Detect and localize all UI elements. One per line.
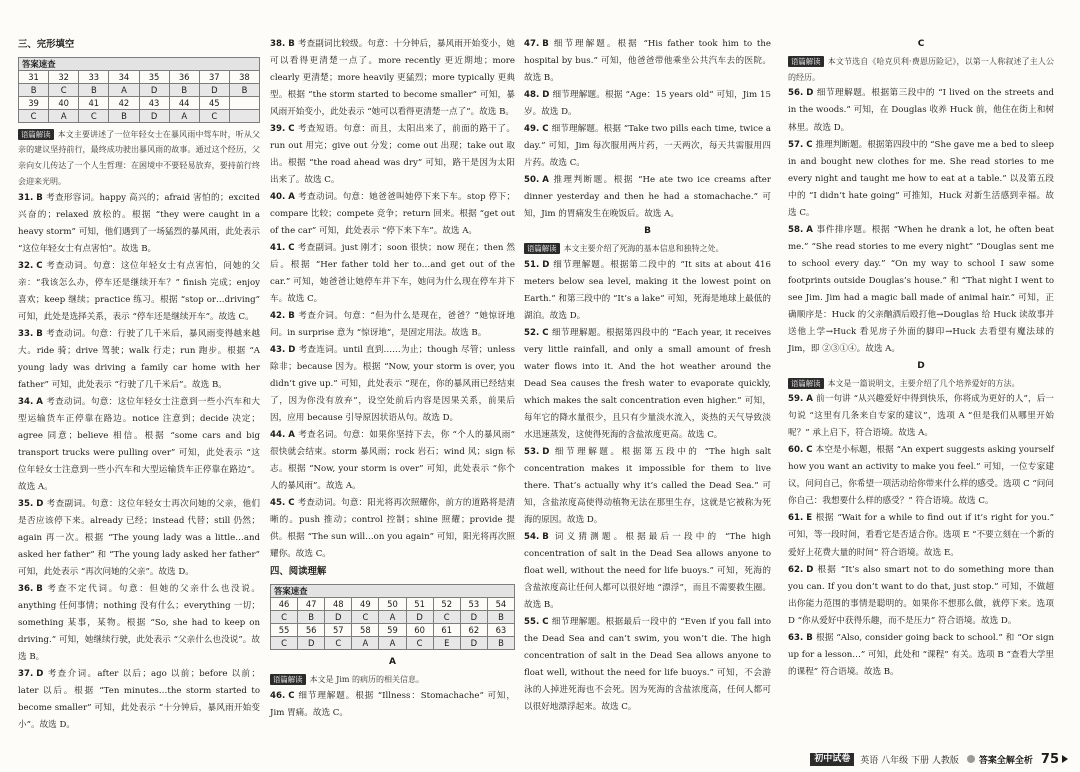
question-number: 42. xyxy=(270,311,286,322)
answer-letter: A xyxy=(806,224,813,235)
answer-key-empty-cell xyxy=(229,96,259,109)
answer-key-question-number: 51 xyxy=(406,598,433,611)
explanation-text: 根据 “Also, consider going back to school.” 和 “Or sign up for a lesson…” 可知，此处和 “课程” 有关。选项 B “查看大学里的课程” 符合语境。故选 B。 xyxy=(788,632,1054,677)
passage-summary-a: 语篇解读 本文是 Jim 的病历的相关信息。 xyxy=(270,672,515,688)
column-4 xyxy=(788,36,1054,681)
page-footer xyxy=(810,752,1068,766)
answer-key-question-number: 62 xyxy=(460,624,487,637)
answer-key-answer: D xyxy=(460,637,487,650)
answer-letter: C xyxy=(288,243,295,254)
answer-explanation xyxy=(270,342,515,427)
explanation-list-cloze-1 xyxy=(18,190,260,735)
answer-explanation xyxy=(270,495,515,563)
answer-explanation xyxy=(270,121,515,189)
explanation-text: 考查副词。句意：这位年轻女士再次问她的父亲，他们是否应该停下来。already 已经；instead 代替；still 仍然；again 再一次。根据 “The young lady was a little…and asked her father” 和 “The young lady asked her father” 可知，此处表示 “再次问她的父亲”。故选 D。 xyxy=(18,499,260,578)
question-number: 39. xyxy=(270,124,286,135)
answer-key-table-cloze xyxy=(18,57,260,123)
answer-explanation xyxy=(270,688,515,722)
answer-key-answer: B xyxy=(169,83,199,96)
answer-explanation xyxy=(18,190,260,258)
answer-letter: B xyxy=(806,632,813,643)
question-number: 56. xyxy=(788,88,804,99)
answer-key-table-reading xyxy=(270,584,515,650)
question-number: 35. xyxy=(18,499,34,510)
answer-key-question-number: 44 xyxy=(169,96,199,109)
question-number: 51. xyxy=(524,259,540,270)
question-number: 49. xyxy=(524,124,540,135)
explanation-text: 细节理解题。根据 “Age：15 years old” 可知，Jim 15 岁。故选 D。 xyxy=(524,90,771,118)
question-number: 59. xyxy=(788,394,804,405)
summary-badge: 语篇解读 xyxy=(524,243,560,254)
answer-letter: B xyxy=(36,192,43,203)
question-number: 52. xyxy=(524,327,540,338)
answer-letter: B xyxy=(542,532,549,543)
footer-bullet-icon xyxy=(967,755,975,763)
answer-key-question-number: 55 xyxy=(271,624,298,637)
answer-letter: D xyxy=(542,446,550,457)
question-number: 38. xyxy=(270,39,286,49)
explanation-list-passage-a-1 xyxy=(270,688,515,722)
answer-explanation xyxy=(524,172,771,223)
explanation-list-passage-b xyxy=(524,257,771,716)
answer-key-answer: B xyxy=(229,83,259,96)
summary-badge: 语篇解读 xyxy=(270,674,306,685)
answer-key-answer: A xyxy=(379,637,406,650)
answer-explanation xyxy=(18,326,260,394)
explanation-text: 考查动词。句意：这位年轻女士注意到一些小汽车和大型运输货车正停靠在路边。notice 注意到；decide 决定；agree 同意；believe 相信。根据 “some cars and big transport trucks were pulling over” 可知，此处表示 “这位年轻女士注意到一些小汽车和大型运输货车正停靠在路边”。故选 A。 xyxy=(18,397,260,493)
answer-explanation xyxy=(524,444,771,529)
summary-badge: 语篇解读 xyxy=(18,129,54,140)
answer-key-answer: A xyxy=(109,83,139,96)
answer-letter: D xyxy=(36,499,44,510)
answer-key-answer: D xyxy=(325,611,352,624)
answer-explanation xyxy=(524,325,771,444)
explanation-text: 根据 “Wait for a while to find out if it’s right for you.” 可知，等一段时间，看看它是否适合你。选项 E “不要立刻在一个新的爱好上花费大量的时间” 符合语境。故选 E。 xyxy=(788,513,1054,558)
question-number: 62. xyxy=(788,564,804,575)
answer-key-title: 答案速查 xyxy=(271,585,515,598)
answer-key-answer: A xyxy=(169,109,199,122)
answer-key-answer: C xyxy=(352,611,379,624)
explanation-text: 事件排序题。根据 “When he drank a lot, he often beat me.” “She read stories to me every night” “Douglas sent me to school every day.” “On my way to school I saw some footprints outside Douglas’s house.” 和 “That night I went to see Jim. Jim had a magic ball made of animal hair.” 可知，正确顺序是：Huck 的父亲酗酒后殴打他→Douglas 给 Huck 读故事并送他上学→Huck 看见房子外面的脚印→Huck 去看望有魔法球的 Jim，即 ②③①④。故选 A。 xyxy=(788,224,1054,354)
passage-summary-d: 语篇解读 本文是一篇说明文，主要介绍了几个培养爱好的方法。 xyxy=(788,376,1054,392)
answer-letter: C xyxy=(288,124,295,135)
answer-explanation xyxy=(524,257,771,325)
question-number: 47. xyxy=(524,39,540,49)
answer-key-answer: C xyxy=(271,611,298,624)
answer-explanation xyxy=(524,87,771,121)
question-number: 45. xyxy=(270,498,286,509)
question-number: 58. xyxy=(788,224,804,235)
explanation-text: 考查连词。until 直到……为止；though 尽管；unless 除非；because 因为。根据 “Now, your storm is over, you didn’t give up.” 可知，此处表示 “现在，你的暴风雨已经结束了，因为你没有放弃”，设空处前后内容是因果关系，前果后因，应用 because 引导原因状语从句。故选 D。 xyxy=(270,345,515,424)
answer-key-title: 答案速查 xyxy=(19,57,260,70)
answer-explanation xyxy=(788,442,1054,510)
answer-key-question-number: 39 xyxy=(19,96,49,109)
question-number: 36. xyxy=(18,584,34,595)
answer-explanation xyxy=(18,496,260,581)
footer-title: 答案全解全析 xyxy=(978,755,1033,766)
explanation-list-cloze-2 xyxy=(270,36,515,563)
answer-key-answer: D xyxy=(199,83,229,96)
answer-key-question-number: 32 xyxy=(49,70,79,83)
page-arrow-icon xyxy=(1062,755,1068,763)
answer-key-answer: A xyxy=(352,637,379,650)
answer-key-answer: B xyxy=(487,637,514,650)
answer-letter: A xyxy=(542,175,549,186)
answer-key-question-number: 46 xyxy=(271,598,298,611)
answer-letter: A xyxy=(806,394,813,405)
answer-key-answer: C xyxy=(406,637,433,650)
answer-key-question-number: 52 xyxy=(433,598,460,611)
explanation-text: 考查动词。句意：行驶了几千米后，暴风雨变得越来越大。ride 骑；drive 驾驶；walk 行走；run 跑步。根据 “A young lady was driving a family car home with her father” 可知，此处表示 “行驶了几千米后”。故选 B。 xyxy=(18,329,260,391)
answer-letter: D xyxy=(288,345,296,356)
page-number: 75 xyxy=(1040,751,1059,767)
passage-summary-b: 语篇解读 本文主要介绍了死海的基本信息和独特之处。 xyxy=(524,241,771,257)
passage-letter-b: B xyxy=(644,226,651,237)
explanation-text: 考查介词。句意：“但为什么是现在，爸爸？”她惊讶地问。in surprise 意为 “惊讶地”，是固定用法。故选 B。 xyxy=(270,311,515,339)
footer-book-info: 英语 八年级 下册 人教版 xyxy=(860,755,959,766)
answer-explanation xyxy=(270,36,515,121)
answer-explanation xyxy=(788,222,1054,358)
summary-badge: 语篇解读 xyxy=(788,56,824,67)
explanation-text: 推理判断题。根据 “He ate two ice creams after dinner yesterday and then he had a stomachache.” 可知，Jim 的胃痛发生在晚饭后。故选 A。 xyxy=(524,175,771,220)
question-number: 60. xyxy=(788,445,804,456)
question-number: 53. xyxy=(524,446,540,457)
question-number: 61. xyxy=(788,513,804,524)
question-number: 31. xyxy=(18,192,34,203)
answer-explanation xyxy=(788,562,1054,630)
answer-key-question-number: 54 xyxy=(487,598,514,611)
column-2 xyxy=(270,36,515,722)
answer-key-answer: C xyxy=(19,109,49,122)
answer-key-question-number: 47 xyxy=(298,598,325,611)
explanation-text: 推理判断题。根据第四段中的 “She gave me a bed to sleep in and bought new clothes for me. She read stories to me every night and taught me how to eat at a table.” 以及第五段中的 “I didn’t hate going” 可推知，Huck 对新生活感到幸福。故选 C。 xyxy=(788,139,1054,218)
answer-key-question-number: 56 xyxy=(298,624,325,637)
answer-key-answer: B xyxy=(19,83,49,96)
answer-letter: B xyxy=(288,39,295,49)
explanation-text: 细节理解题。根据 “Illness：Stomachache” 可知，Jim 胃痛。故选 C。 xyxy=(270,690,515,718)
answer-explanation xyxy=(18,394,260,496)
answer-key-question-number: 53 xyxy=(460,598,487,611)
answer-key-question-number: 60 xyxy=(406,624,433,637)
explanation-text: 细节理解题。根据第五段中的 “The high salt concentration makes it impossible for them to live there. That’s actually why it’s called the Dead Sea.” 可知，含盐浓度高使得动植物无法在那里生存，这就是它被称为死海的原因。故选 D。 xyxy=(524,446,771,526)
explanation-text: 考查不定代词。句意：但她的父亲什么也没说。anything 任何事情；nothing 没有什么；everything 一切；something 某事，某物。根据 “So, she had to keep on driving.” 可知，她继续行驶，此处表示 “父亲什么也没说”。故选 B。 xyxy=(18,584,260,663)
explanation-text: 根据 “It’s also smart not to do something more than you can. If you don’t want to do that, just stop.” 可知，不做超出你能力范围的事情是聪明的。如果你不想那么做，就停下来。选项 D “你从爱好中获得乐趣，而不是压力” 符合语境。故选 D。 xyxy=(788,564,1054,626)
answer-key-answer: C xyxy=(199,109,229,122)
explanation-text: 细节理解题。根据第三段中的 “I lived on the streets and in the woods.” 可知，在 Douglas 收养 Huck 前，他住在街上和树林里。故选 D。 xyxy=(788,88,1054,133)
answer-key-answer: A xyxy=(49,109,79,122)
explanation-text: 细节理解题。根据 “Take two pills each time, twice a day.” 可知，Jim 每次服用两片药，一天两次，每天共需服用四片药。故选 C。 xyxy=(524,124,771,169)
explanation-text: 考查动词。句意：她爸爸叫她停下来下车。stop 停下；compare 比较；compete 竞争；return 回来。根据 “get out of the car” 可知，此处表示 “停下来下车”。故选 A。 xyxy=(270,192,515,237)
answer-key-question-number: 34 xyxy=(109,70,139,83)
answer-key-question-number: 61 xyxy=(433,624,460,637)
answer-explanation xyxy=(270,308,515,342)
section-title-cloze: 三、完形填空 xyxy=(18,39,75,50)
explanation-text: 考查动词。句意：这位年轻女士有点害怕，问她的父亲：“我该怎么办，停车还是继续开车？” finish 完成；enjoy 喜欢；keep 继续；practice 练习。根据 “stop or…driving” 可知，此处是选择关系，表示 “停车还是继续开车”。故选 C。 xyxy=(18,260,260,323)
question-number: 41. xyxy=(270,243,286,254)
answer-letter: A xyxy=(288,430,295,441)
answer-key-question-number: 45 xyxy=(199,96,229,109)
question-number: 46. xyxy=(270,690,286,701)
passage-letter-c: C xyxy=(917,39,925,49)
answer-explanation xyxy=(524,121,771,172)
answer-explanation xyxy=(788,630,1054,681)
question-number: 48. xyxy=(524,90,540,101)
answer-explanation xyxy=(18,258,260,326)
question-number: 34. xyxy=(18,397,34,408)
summary-badge: 语篇解读 xyxy=(788,378,824,389)
answer-key-answer: B xyxy=(79,83,109,96)
question-number: 32. xyxy=(18,260,34,271)
answer-letter: C xyxy=(806,139,813,150)
answer-explanation xyxy=(18,666,260,734)
answer-letter: D xyxy=(806,88,814,99)
answer-key-question-number: 31 xyxy=(19,70,49,83)
answer-key-question-number: 40 xyxy=(49,96,79,109)
answer-key-empty-cell xyxy=(229,109,259,122)
question-number: 50. xyxy=(524,175,540,186)
answer-letter: D xyxy=(36,669,44,680)
question-number: 44. xyxy=(270,430,286,441)
answer-key-question-number: 41 xyxy=(79,96,109,109)
answer-key-answer: D xyxy=(460,611,487,624)
passage-summary-c: 语篇解读 本文节选自《哈克贝利·费恩历险记》，以第一人称叙述了主人公的经历。 xyxy=(788,56,1054,82)
answer-key-question-number: 37 xyxy=(199,70,229,83)
answer-key-question-number: 35 xyxy=(139,70,169,83)
answer-key-answer: C xyxy=(433,611,460,624)
explanation-text: 词义猜测题。根据最后一段中的 “The high concentration of salt in the Dead Sea allows anyone to float well, without the need for life buoys.” 可知，死海的含盐浓度高让任何人都可以很好地 “漂浮”，而且不需要救生圈。故选 B。 xyxy=(524,532,771,611)
question-number: 54. xyxy=(524,532,540,543)
question-number: 37. xyxy=(18,669,34,680)
question-number: 55. xyxy=(524,617,540,628)
explanation-text: 考查动词。句意：阳光将再次照耀你，前方的道路将是清晰的。push 推动；control 控制；shine 照耀；provide 提供。根据 “The sun will…on you again” 可知，阳光将再次照耀你。故选 C。 xyxy=(270,498,515,560)
answer-letter: C xyxy=(542,617,549,628)
answer-explanation xyxy=(18,581,260,666)
answer-key-answer: C xyxy=(79,109,109,122)
section-title-reading: 四、阅读理解 xyxy=(270,566,327,578)
column-1 xyxy=(18,36,260,734)
answer-key-answer: C xyxy=(271,637,298,650)
answer-key-answer: D xyxy=(139,83,169,96)
answer-letter: C xyxy=(36,260,43,271)
answer-key-answer: B xyxy=(298,611,325,624)
question-number: 33. xyxy=(18,329,34,340)
answer-key-answer: D xyxy=(298,637,325,650)
answer-key-question-number: 50 xyxy=(379,598,406,611)
passage-letter-d: D xyxy=(917,360,925,371)
explanation-list-passage-a-2 xyxy=(524,36,771,223)
answer-explanation xyxy=(270,427,515,495)
answer-letter: B xyxy=(36,329,43,340)
answer-letter: C xyxy=(288,498,295,509)
answer-letter: B xyxy=(542,39,549,49)
explanation-list-passage-c xyxy=(788,85,1054,357)
question-number: 57. xyxy=(788,139,804,150)
passage-letter-a: A xyxy=(389,657,396,668)
explanation-text: 考查介词。after 以后；ago 以前；before 以前；later 以后。根据 “Ten minutes…the storm started to become smaller” 可知，此处表示 “十分钟后，暴风雨开始变小”。故选 D。 xyxy=(18,669,260,731)
answer-key-question-number: 38 xyxy=(229,70,259,83)
answer-key-answer: C xyxy=(49,83,79,96)
answer-explanation xyxy=(788,85,1054,136)
explanation-text: 考查副词比较级。句意：十分钟后，暴风雨开始变小，她可以看得更清楚一点了。more recently 更近期地；more clearly 更清楚；more heavily 更猛烈；more typically 更典型。根据 “the storm started to become smaller” 可知，暴风雨开始变小，此处表示 “她可以看得更清楚一点了”。故选 B。 xyxy=(270,39,515,118)
question-number: 63. xyxy=(788,632,804,643)
answer-explanation xyxy=(524,529,771,614)
answer-key-answer: E xyxy=(433,637,460,650)
answer-key-question-number: 42 xyxy=(109,96,139,109)
answer-key-question-number: 48 xyxy=(325,598,352,611)
answer-letter: E xyxy=(806,513,813,524)
answer-letter: D xyxy=(542,90,550,101)
answer-key-answer: A xyxy=(379,611,406,624)
explanation-text: 考查副词。just 刚才；soon 很快；now 现在；then 然后。根据 “Her father told her to…and get out of the car.” 可知，她爸爸让她停车并下车，她问为什么现在停车并下车。故选 C。 xyxy=(270,243,515,305)
answer-letter: C xyxy=(806,445,813,456)
answer-key-answer: C xyxy=(325,637,352,650)
answer-letter: B xyxy=(288,311,295,322)
explanation-text: 本空是小标题，根据 “An expert suggests asking yourself how you want an activity to make you feel.” 可知，一位专家建议，问问自己，你希望一项活动给你带来什么样的感受。选项 C “问问你自己：我想要什么样的感受？” 符合语境。故选 C。 xyxy=(788,445,1054,507)
explanation-text: 细节理解题。根据最后一段中的 “Even if you fall into the Dead Sea and can’t swim, you won’t die. The high concentration of salt in the Dead Sea allows anyone to float well, without the need for life buoys.” 可知，不会游泳的人掉进死海也不会死。因为死海的含盐浓度高，任何人都可以很好地漂浮起来。故选 C。 xyxy=(524,617,771,713)
passage-summary-cloze: 语篇解读 本文主要讲述了一位年轻女士在暴风雨中驾车时，听从父亲的建议坚持前行，最终成功驶出暴风雨的故事。通过这个经历，父亲向女儿传达了一个人生哲理：在困境中不要轻易放弃，要持前行终会迎来光明。 xyxy=(18,129,260,187)
answer-explanation xyxy=(524,36,771,87)
answer-key-question-number: 36 xyxy=(169,70,199,83)
answer-explanation xyxy=(270,240,515,308)
answer-letter: C xyxy=(288,690,295,701)
answer-explanation xyxy=(788,391,1054,442)
column-3 xyxy=(524,36,771,716)
answer-key-question-number: 57 xyxy=(325,624,352,637)
footer-series-badge: 初中试卷 xyxy=(810,753,854,766)
answer-key-answer: D xyxy=(406,611,433,624)
explanation-text: 考查短语。句意：而且，太阳出来了，前面的路干了。run out 用完；give out 分发；come out 出现；take out 取出。根据 “the road ahead was dry” 可知，路干是因为太阳出来了。故选 C。 xyxy=(270,124,515,186)
explanation-text: 细节理解题。根据 “His father took him to the hospital by bus.” 可知，他爸爸带他乘坐公共汽车去的医院。故选 B。 xyxy=(524,39,771,84)
answer-letter: A xyxy=(288,192,295,203)
explanation-text: 考查名词。句意：如果你坚持下去，你 “个人的暴风雨” 很快就会结束。storm 暴风雨；rock 岩石；wind 风；sign 标志。根据 “Now, your storm is over” 可知，此处表示 “你个人的暴风雨”。故选 A。 xyxy=(270,430,515,492)
answer-key-question-number: 59 xyxy=(379,624,406,637)
answer-explanation xyxy=(270,189,515,240)
answer-key-question-number: 33 xyxy=(79,70,109,83)
answer-key-question-number: 49 xyxy=(352,598,379,611)
explanation-list-passage-d xyxy=(788,391,1054,680)
explanation-text: 前一句讲 “从兴趣爱好中得到快乐，你将成为更好的人”，后一句说 “这里有几条来自专家的建议”，选项 A “但是我们从哪里开始呢？” 承上启下，符合语境。故选 A。 xyxy=(788,394,1054,439)
answer-letter: D xyxy=(806,564,814,575)
answer-letter: A xyxy=(36,397,43,408)
answer-key-question-number: 43 xyxy=(139,96,169,109)
answer-key-answer: B xyxy=(487,611,514,624)
explanation-text: 细节理解题。根据第四段中的 “Each year, it receives very little rainfall, and only a small amount of fresh water flows into it. And the hot weather around the Dead Sea causes the fresh water to evaporate quickly, which makes the salt concentration even higher.” 可知，每年它的降水量很少，且只有少量淡水流入，炎热的天气导致淡水迅速蒸发，这使得死海的含盐浓度更高。故选 C。 xyxy=(524,327,771,440)
answer-letter: D xyxy=(542,259,550,270)
explanation-text: 考查形容词。happy 高兴的；afraid 害怕的；excited 兴奋的；relaxed 放松的。根据 “they were caught in a heavy storm” 可知，他们遇到了一场猛烈的暴风雨，此处表示 “这位年轻女士有点害怕”。故选 B。 xyxy=(18,192,260,254)
answer-explanation xyxy=(788,137,1054,222)
answer-letter: C xyxy=(542,327,549,338)
answer-explanation xyxy=(524,614,771,716)
answer-key-answer: D xyxy=(139,109,169,122)
question-number: 40. xyxy=(270,192,286,203)
answer-key-question-number: 58 xyxy=(352,624,379,637)
answer-letter: C xyxy=(542,124,549,135)
answer-explanation xyxy=(788,510,1054,561)
answer-key-answer: B xyxy=(109,109,139,122)
answer-key-question-number: 63 xyxy=(487,624,514,637)
answer-letter: B xyxy=(36,584,43,595)
question-number: 43. xyxy=(270,345,286,356)
explanation-text: 细节理解题。根据第二段中的 “It sits at about 416 meters below sea level, making it the lowest point on Earth.” 和第三段中的 “It’s a lake” 可知，死海是地球上最低的湖泊。故选 D。 xyxy=(524,259,771,321)
